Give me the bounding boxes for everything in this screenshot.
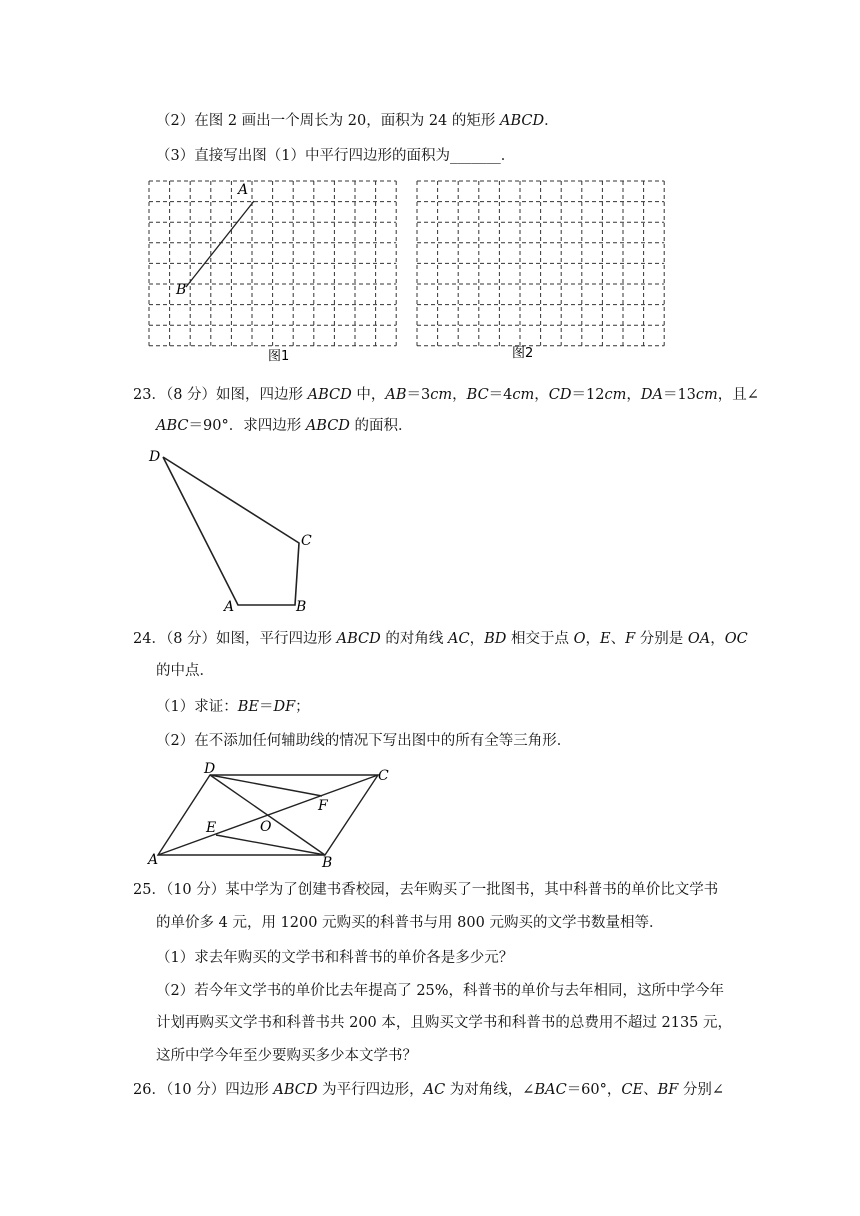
q25-part2b: 计划再购买文学书和科普书共 200 本，且购买文学书和科普书的总费用不超过 2135 元， <box>156 1015 733 1031</box>
q25-line2: 的单价多 4 元，用 1200 元购买的科普书与用 800 元购买的文学书数量相等． <box>156 915 664 931</box>
vertex-label-o: O <box>260 819 272 835</box>
q22-part3: （3）直接写出图（1）中平行四边形的面积为_______． <box>156 148 516 164</box>
q25-line1: 25．（10 分）某中学为了创建书香校园，去年购买了一批图书，其中科普书的单价比文学书 <box>133 882 719 898</box>
q24-line2: 的中点． <box>156 663 214 679</box>
parallelogram-figure <box>145 760 405 870</box>
vertex-label-f: F <box>318 798 328 814</box>
vertex-label-a: A <box>224 599 235 615</box>
vertex-label-b: B <box>296 599 307 615</box>
q25-part2a: （2）若今年文学书的单价比去年提高了 25%，科普书的单价与去年相同，这所中学今年 <box>156 983 725 999</box>
point-label-b: B <box>176 282 187 298</box>
point-label-a: A <box>238 182 249 198</box>
vertex-label-d: D <box>204 761 216 777</box>
q26-line1: 26．（10 分）四边形 ABCD 为平行四边形，AC 为对角线，∠BAC＝60°，CE、BF 分别∠ <box>133 1082 725 1098</box>
vertex-label-a: A <box>148 852 159 868</box>
grid-figure-2 <box>416 180 668 366</box>
quadrilateral-figure <box>145 445 325 615</box>
vertex-label-c: C <box>301 533 312 549</box>
q24-part1: （1）求证：BE＝DF； <box>156 699 310 715</box>
vertex-label-b: B <box>322 855 333 871</box>
q24-part2: （2）在不添加任何辅助线的情况下写出图中的所有全等三角形． <box>156 733 572 749</box>
vertex-label-c: C <box>378 768 389 784</box>
q24-line1: 24．（8 分）如图，平行四边形 ABCD 的对角线 AC，BD 相交于点 O，E、F 分别是 OA，OC <box>133 631 748 647</box>
q23-line2: ABC＝90°．求四边形 ABCD 的面积． <box>156 418 413 434</box>
q23-line1: 23．（8 分）如图，四边形 ABCD 中，AB＝3cm，BC＝4cm，CD＝12cm，DA＝13cm，且∠ <box>133 387 759 403</box>
vertex-label-e: E <box>206 820 217 836</box>
figure-2-caption: 图2 <box>512 346 534 361</box>
grid-figure-1 <box>148 180 400 366</box>
segment-ab <box>186 201 254 287</box>
q25-part2c: 这所中学今年至少要购买多少本文学书？ <box>156 1048 417 1064</box>
figure-1-caption: 图1 <box>268 349 290 364</box>
q25-part1: （1）求去年购买的文学书和科普书的单价各是多少元？ <box>156 950 514 966</box>
vertex-label-d: D <box>149 449 161 465</box>
q22-part2: （2）在图 2 画出一个周长为 20，面积为 24 的矩形 ABCD． <box>156 113 559 129</box>
